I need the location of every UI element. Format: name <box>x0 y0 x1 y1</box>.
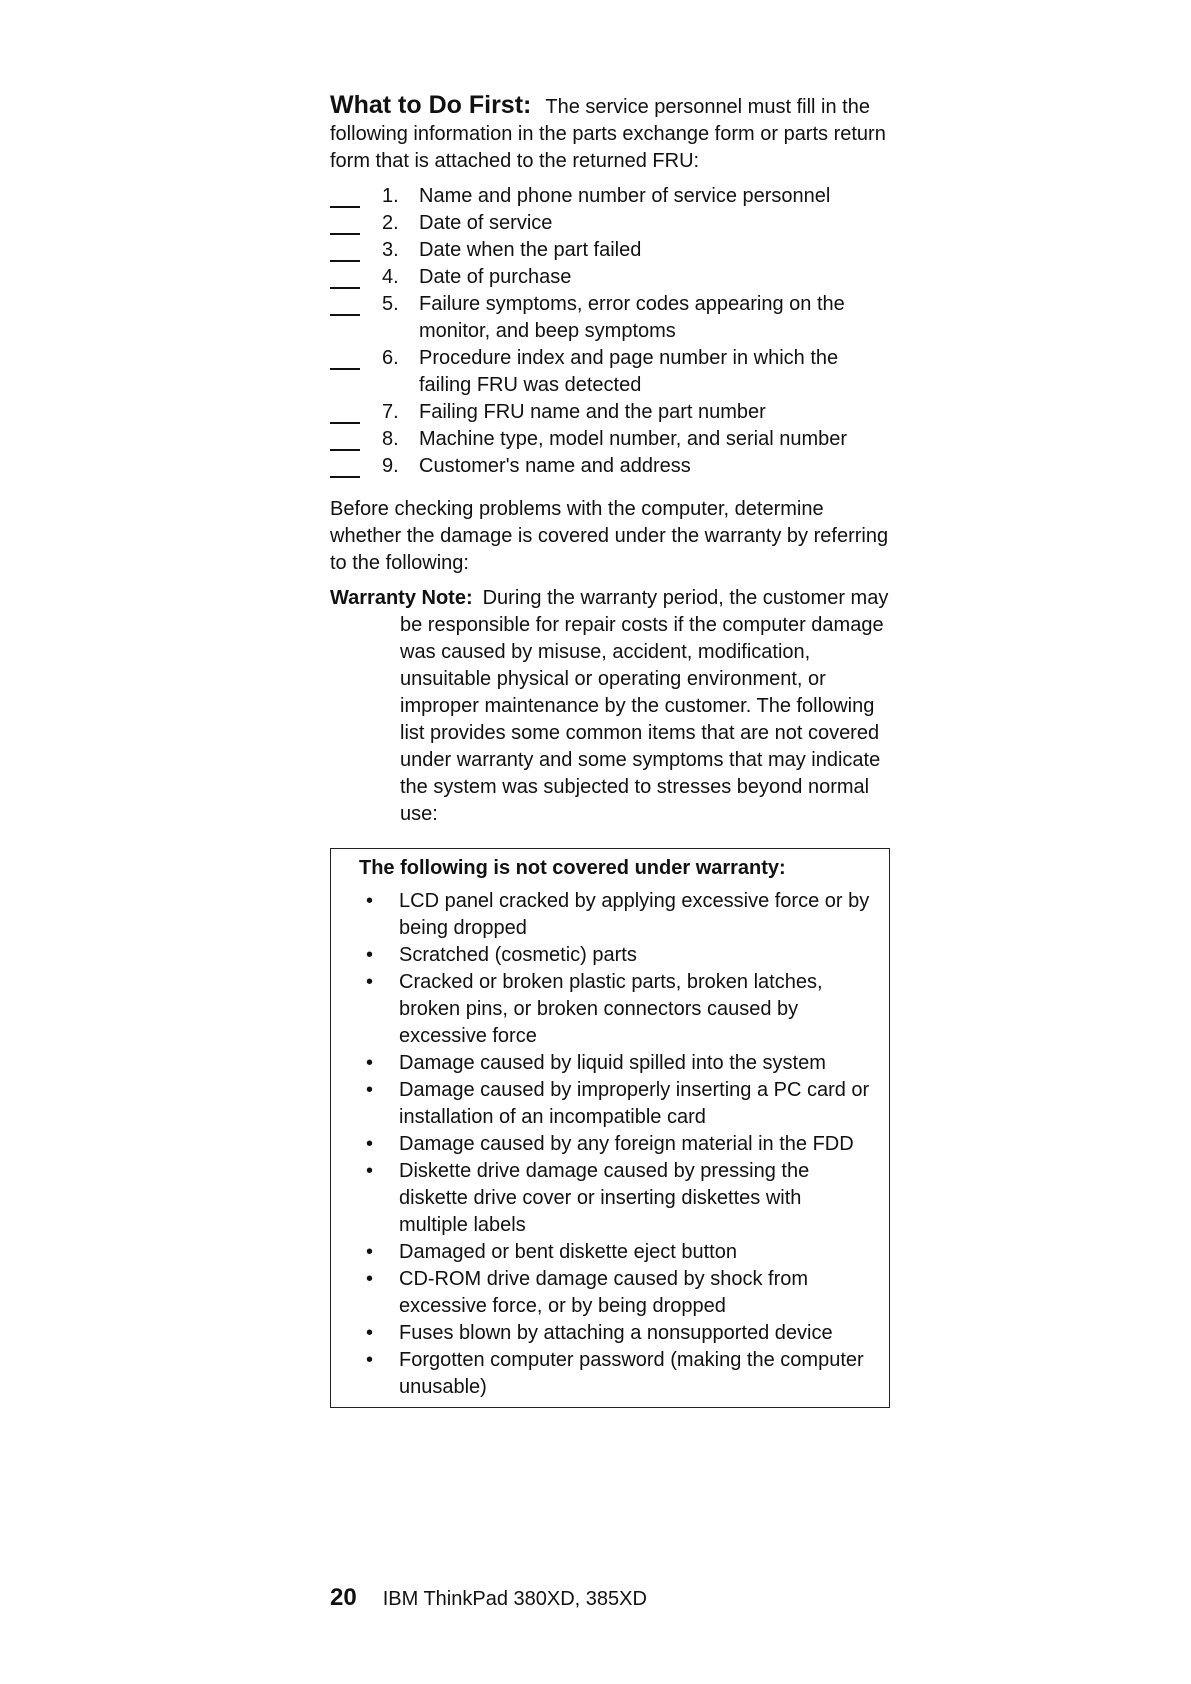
checklist-text: Procedure index and page number in which the failing FRU was detected <box>419 347 839 396</box>
checklist-number: 5. <box>382 293 399 315</box>
checklist-item <box>330 237 890 264</box>
checklist-blank <box>330 183 360 208</box>
checklist-number: 7. <box>382 401 399 423</box>
list-item-text: Damage caused by improperly inserting a PC card or installation of an incompatible card <box>399 1079 870 1128</box>
bullet-icon: • <box>366 1322 374 1344</box>
checklist-text: Failing FRU name and the part number <box>419 401 766 423</box>
page-footer <box>330 1584 647 1613</box>
list-item <box>359 1131 873 1158</box>
not-covered-title: The following is not covered under warranty: <box>359 857 786 879</box>
checklist-number: 8. <box>382 428 399 450</box>
intro-text: The service personnel must fill in the following information in the parts exchange form or parts return form that is attached to the returned FRU: <box>330 96 886 172</box>
list-item <box>359 1050 873 1077</box>
checklist-number: 1. <box>382 185 399 207</box>
list-item-text: Damaged or bent diskette eject button <box>399 1241 737 1263</box>
bullet-icon: • <box>366 944 374 966</box>
list-item-text: Damage caused by liquid spilled into the system <box>399 1052 826 1074</box>
checklist-blank <box>330 264 360 289</box>
bullet-icon: • <box>366 1052 374 1074</box>
checklist-item <box>330 183 890 210</box>
checklist-text: Name and phone number of service personnel <box>419 185 831 207</box>
checklist-item <box>330 453 890 480</box>
checklist-text: Date of service <box>419 212 553 234</box>
checklist-blank <box>330 453 360 478</box>
list-item-text: Fuses blown by attaching a nonsupported device <box>399 1322 833 1344</box>
list-item <box>359 1239 873 1266</box>
checklist-item <box>330 426 890 453</box>
bullet-icon: • <box>366 1241 374 1263</box>
checklist-number: 9. <box>382 455 399 477</box>
bullet-icon: • <box>366 1160 374 1182</box>
list-item <box>359 1320 873 1347</box>
bullet-icon: • <box>366 1079 374 1101</box>
list-item <box>359 888 873 942</box>
list-item <box>359 1347 873 1401</box>
checklist-text: Date when the part failed <box>419 239 642 261</box>
checklist-text: Machine type, model number, and serial number <box>419 428 848 450</box>
checklist-blank <box>330 210 360 235</box>
warranty-note <box>330 585 890 828</box>
checklist-text: Customer's name and address <box>419 455 691 477</box>
list-item-text: Diskette drive damage caused by pressing the diskette drive cover or inserting diskettes with multiple labels <box>399 1160 810 1236</box>
list-item-text: LCD panel cracked by applying excessive force or by being dropped <box>399 890 870 939</box>
list-item <box>359 1158 873 1239</box>
list-item-text: Scratched (cosmetic) parts <box>399 944 637 966</box>
checklist-number: 4. <box>382 266 399 288</box>
not-covered-list <box>359 888 873 1401</box>
intro-paragraph <box>330 92 890 175</box>
before-paragraph: Before checking problems with the computer, determine whether the damage is covered under the warranty by referring to the following: <box>330 498 889 574</box>
checklist-item <box>330 291 890 345</box>
bullet-icon: • <box>366 1268 374 1290</box>
info-checklist <box>330 183 890 480</box>
checklist-blank <box>330 426 360 451</box>
bullet-icon: • <box>366 971 374 993</box>
list-item <box>359 942 873 969</box>
checklist-blank <box>330 291 360 316</box>
checklist-item <box>330 210 890 237</box>
list-item-text: Forgotten computer password (making the computer unusable) <box>399 1349 864 1398</box>
list-item <box>359 1266 873 1320</box>
checklist-number: 3. <box>382 239 399 261</box>
warranty-note-label: Warranty Note: <box>330 587 473 609</box>
section-heading: What to Do First: <box>330 91 532 119</box>
list-item-text: Damage caused by any foreign material in the FDD <box>399 1133 854 1155</box>
bullet-icon: • <box>366 1349 374 1371</box>
checklist-blank <box>330 399 360 424</box>
checklist-item <box>330 345 890 399</box>
bullet-icon: • <box>366 890 374 912</box>
checklist-number: 2. <box>382 212 399 234</box>
page-content <box>330 92 890 1408</box>
not-covered-box <box>330 848 890 1408</box>
warranty-note-text: During the warranty period, the customer may be responsible for repair costs if the computer damage was caused by misuse, accident, modification, unsuitable physical or operating environment, or improper maintenance by the customer. The following list provides some common items that are not covered under warranty and some symptoms that may indicate the system was subjected to stresses beyond normal use: <box>400 587 889 825</box>
footer-product: IBM ThinkPad 380XD, 385XD <box>382 1588 647 1610</box>
checklist-item <box>330 264 890 291</box>
bullet-icon: • <box>366 1133 374 1155</box>
checklist-number: 6. <box>382 347 399 369</box>
checklist-text: Failure symptoms, error codes appearing on the monitor, and beep symptoms <box>419 293 845 342</box>
list-item-text: CD-ROM drive damage caused by shock from excessive force, or by being dropped <box>399 1268 809 1317</box>
checklist-item <box>330 399 890 426</box>
checklist-blank <box>330 237 360 262</box>
list-item <box>359 969 873 1050</box>
checklist-text: Date of purchase <box>419 266 572 288</box>
checklist-blank <box>330 345 360 370</box>
page-number: 20 <box>330 1584 357 1611</box>
list-item-text: Cracked or broken plastic parts, broken latches, broken pins, or broken connectors caused by excessive force <box>399 971 823 1047</box>
list-item <box>359 1077 873 1131</box>
